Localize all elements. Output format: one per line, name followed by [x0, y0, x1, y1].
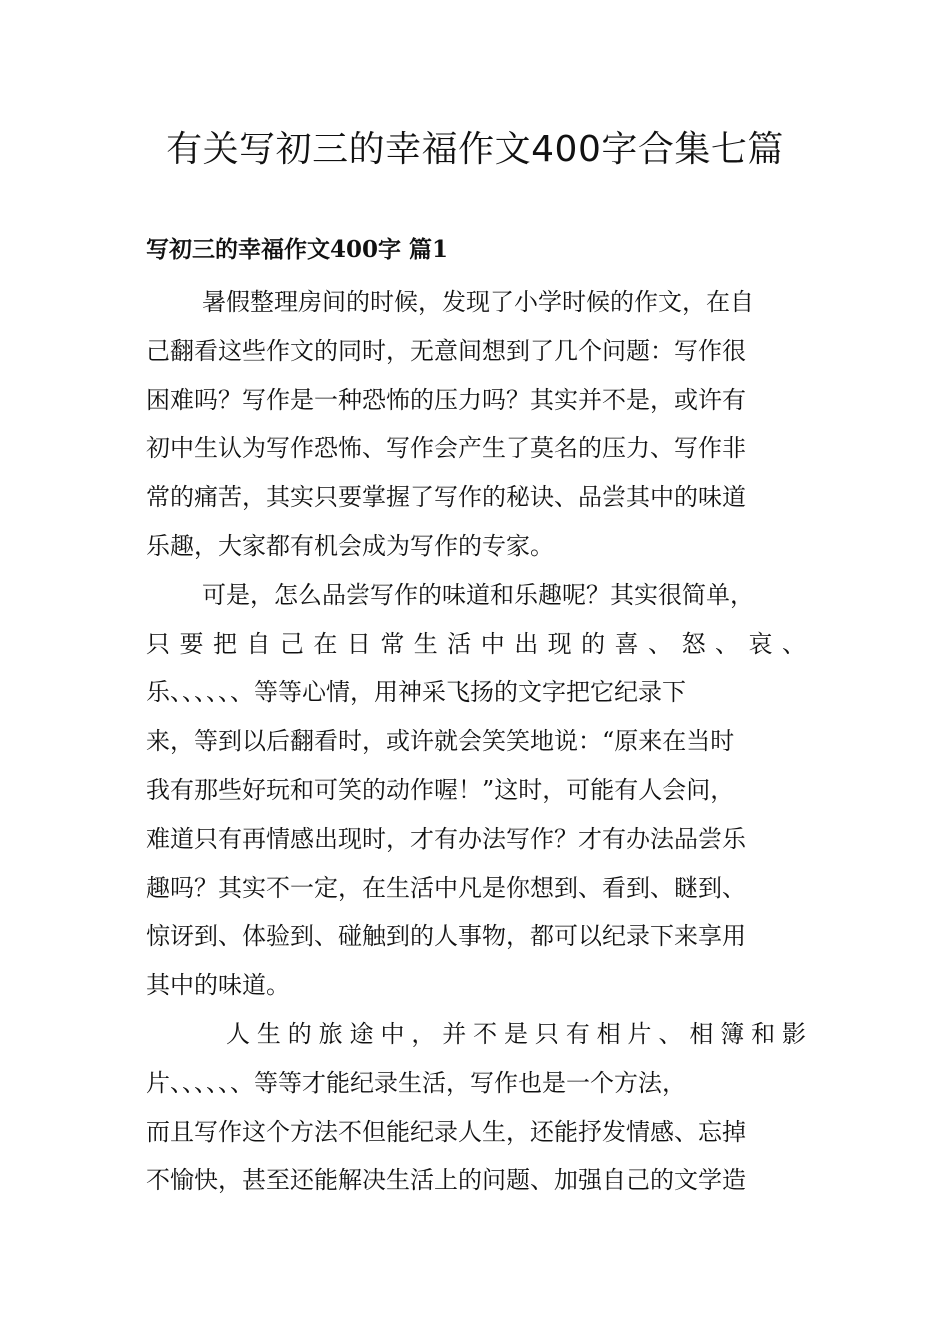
- document-body: [146, 278, 806, 1205]
- text-line: 趣吗？其实不一定，在生活中凡是你想到、看到、瞇到、: [146, 873, 746, 902]
- text-line: 人生的旅途中，并不是只有相片、相簿和影: [226, 1019, 806, 1048]
- document-title: 有关写初三的幸福作文400字合集七篇: [166, 129, 784, 170]
- text-line: 而且写作这个方法不但能纪录人生，还能抒发情感、忘掉: [146, 1117, 746, 1146]
- text-line: 困难吗？写作是一种恐怖的压力吗？其实并不是，或许有: [146, 385, 746, 414]
- paragraph: [146, 1010, 806, 1205]
- text-line: 乐趣，大家都有机会成为写作的专家。: [146, 531, 554, 560]
- paragraph: [146, 278, 806, 571]
- text-line: 不愉快，甚至还能解决生活上的问题、加强自己的文学造: [146, 1166, 746, 1195]
- text-line: 己翻看这些作文的同时，无意间想到了几个问题：写作很: [146, 336, 746, 365]
- text-line: 难道只有再情感出现时，才有办法写作？才有办法品尝乐: [146, 824, 746, 853]
- text-line: 只要把自己在日常生活中出现的喜、怒、哀、: [146, 629, 806, 658]
- text-line: 初中生认为写作恐怖、写作会产生了莫名的压力、写作非: [146, 434, 746, 463]
- text-line: 可是，怎么品尝写作的味道和乐趣呢？其实很简单，: [202, 580, 754, 609]
- paragraph: [146, 571, 806, 1010]
- section-heading: 写初三的幸福作文400字 篇1: [146, 236, 449, 263]
- text-line: 来，等到以后翻看时，或许就会笑笑地说：“原来在当时: [146, 727, 735, 756]
- text-line: 常的痛苦，其实只要掌握了写作的秘诀、品尝其中的味道: [146, 483, 746, 512]
- text-line: 乐、、、、、、等等心情，用神采飞扬的文字把它纪录下: [146, 678, 686, 707]
- text-line: 片、、、、、、等等才能纪录生活，写作也是一个方法，: [146, 1068, 686, 1097]
- text-line: 我有那些好玩和可笑的动作喔！”这时，可能有人会问，: [146, 775, 735, 804]
- text-line: 其中的味道。: [146, 971, 290, 1000]
- text-line: 暑假整理房间的时候，发现了小学时候的作文，在自: [202, 288, 754, 316]
- text-line: 惊讶到、体验到、碰触到的人事物，都可以纪录下来享用: [146, 922, 746, 951]
